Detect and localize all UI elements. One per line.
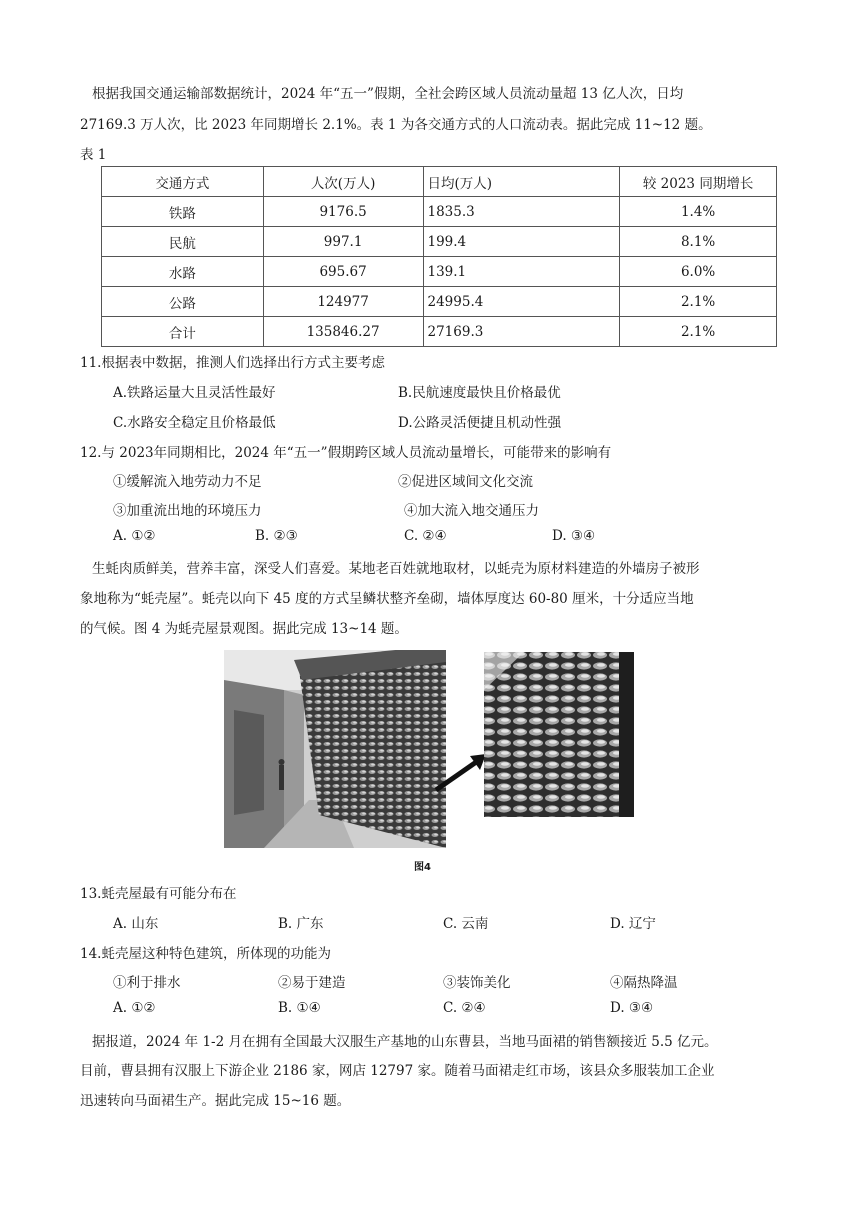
intro2-line1: 生蚝肉质鲜美，营养丰富，深受人们喜爱。某地老百姓就地取材，以蚝壳为原材料建造的外墙房子被形 — [92, 561, 700, 577]
table-cell: 2.1% — [620, 317, 777, 347]
intro3-line2: 目前，曹县拥有汉服上下游企业 2186 家，网店 12797 家。随着马面裙走红市场，该县众多服装加工企业 — [80, 1063, 715, 1079]
table-cell: 公路 — [102, 287, 264, 317]
table-cell: 1.4% — [620, 197, 777, 227]
table-cell: 民航 — [102, 227, 264, 257]
q12-statement-4: ④加大流入地交通压力 — [404, 503, 539, 519]
table-header-cell: 较 2023 同期增长 — [620, 167, 777, 197]
q14-statement-4: ④隔热降温 — [610, 975, 678, 991]
oyster-shell-house-figure — [224, 650, 636, 875]
q12-statement-1: ①缓解流入地劳动力不足 — [113, 474, 262, 490]
q14-option-c[interactable]: C. ②④ — [443, 1000, 486, 1016]
table-header-row — [102, 167, 777, 197]
intro2-line2: 象地称为“蚝壳屋”。蚝壳以向下 45 度的方式呈鳞状整齐垒砌，墙体厚度达 60-80 厘米，十分适应当地 — [80, 591, 694, 607]
q14-stem: 14.蚝壳屋这种特色建筑，所体现的功能为 — [80, 946, 331, 962]
intro1-line2: 27169.3 万人次，比 2023 年同期增长 2.1%。表 1 为各交通方式的人口流动表。据此完成 11~12 题。 — [80, 117, 712, 133]
intro3-line3: 迅速转向马面裙生产。据此完成 15~16 题。 — [80, 1093, 351, 1109]
q11-stem: 11.根据表中数据，推测人们选择出行方式主要考虑 — [80, 355, 385, 371]
q11-option-c[interactable]: C.水路安全稳定且价格最低 — [113, 415, 276, 431]
table-cell: 199.4 — [423, 227, 620, 257]
q13-option-d[interactable]: D. 辽宁 — [610, 916, 656, 932]
q14-option-a[interactable]: A. ①② — [113, 1000, 156, 1016]
table-row — [102, 227, 777, 257]
q14-statement-3: ③装饰美化 — [443, 975, 511, 991]
table-row — [102, 257, 777, 287]
q14-statement-2: ②易于建造 — [278, 975, 346, 991]
table-cell: 997.1 — [263, 227, 423, 257]
q14-option-d[interactable]: D. ③④ — [610, 1000, 654, 1016]
table-row — [102, 317, 777, 347]
table-cell: 1835.3 — [423, 197, 620, 227]
q11-option-b[interactable]: B.民航速度最快且价格最优 — [398, 385, 561, 401]
intro1-line1: 根据我国交通运输部数据统计，2024 年“五一”假期，全社会跨区域人员流动量超 13 亿人次，日均 — [92, 86, 684, 102]
q14-option-b[interactable]: B. ①④ — [278, 1000, 321, 1016]
q13-option-a[interactable]: A. 山东 — [113, 916, 159, 932]
table-cell: 27169.3 — [423, 317, 620, 347]
q14-statement-1: ①利于排水 — [113, 975, 181, 991]
intro2-line3: 的气候。图 4 为蚝壳屋景观图。据此完成 13~14 题。 — [80, 621, 408, 637]
q13-stem: 13.蚝壳屋最有可能分布在 — [80, 886, 237, 902]
table-cell: 9176.5 — [263, 197, 423, 227]
transport-table — [101, 166, 777, 347]
table-header-cell: 日均(万人) — [423, 167, 620, 197]
figure-caption: 图4 — [414, 862, 431, 873]
q11-option-a[interactable]: A.铁路运量大且灵活性最好 — [113, 385, 276, 401]
oyster-house-photos — [224, 650, 636, 850]
table-row — [102, 197, 777, 227]
table-cell: 合计 — [102, 317, 264, 347]
q12-option-a[interactable]: A. ①② — [113, 528, 156, 544]
alley-photo — [224, 650, 446, 848]
q13-option-c[interactable]: C. 云南 — [443, 916, 489, 932]
q12-option-c[interactable]: C. ②④ — [404, 528, 447, 544]
table-cell: 695.67 — [263, 257, 423, 287]
table-cell: 135846.27 — [263, 317, 423, 347]
table-header-cell: 交通方式 — [102, 167, 264, 197]
q12-stem: 12.与 2023年同期相比，2024 年“五一”假期跨区域人员流动量增长，可能带来的影响有 — [80, 445, 612, 461]
q12-option-b[interactable]: B. ②③ — [255, 528, 298, 544]
table-row — [102, 287, 777, 317]
table-cell: 124977 — [263, 287, 423, 317]
q13-option-b[interactable]: B. 广东 — [278, 916, 324, 932]
table-title: 表 1 — [80, 147, 107, 163]
q11-option-d[interactable]: D.公路灵活便捷且机动性强 — [398, 415, 562, 431]
table-cell: 24995.4 — [423, 287, 620, 317]
intro3-line1: 据报道，2024 年 1-2 月在拥有全国最大汉服生产基地的山东曹县，当地马面裙的销售额接近 5.5 亿元。 — [92, 1034, 718, 1050]
table-cell: 水路 — [102, 257, 264, 287]
table-cell: 6.0% — [620, 257, 777, 287]
q12-statement-3: ③加重流出地的环境压力 — [113, 503, 262, 519]
table-header-cell: 人次(万人) — [263, 167, 423, 197]
table-cell: 2.1% — [620, 287, 777, 317]
table-cell: 8.1% — [620, 227, 777, 257]
q12-option-d[interactable]: D. ③④ — [552, 528, 596, 544]
shell-wall-closeup-photo — [484, 652, 634, 817]
table-cell: 139.1 — [423, 257, 620, 287]
table-cell: 铁路 — [102, 197, 264, 227]
q12-statement-2: ②促进区域间文化交流 — [398, 474, 533, 490]
